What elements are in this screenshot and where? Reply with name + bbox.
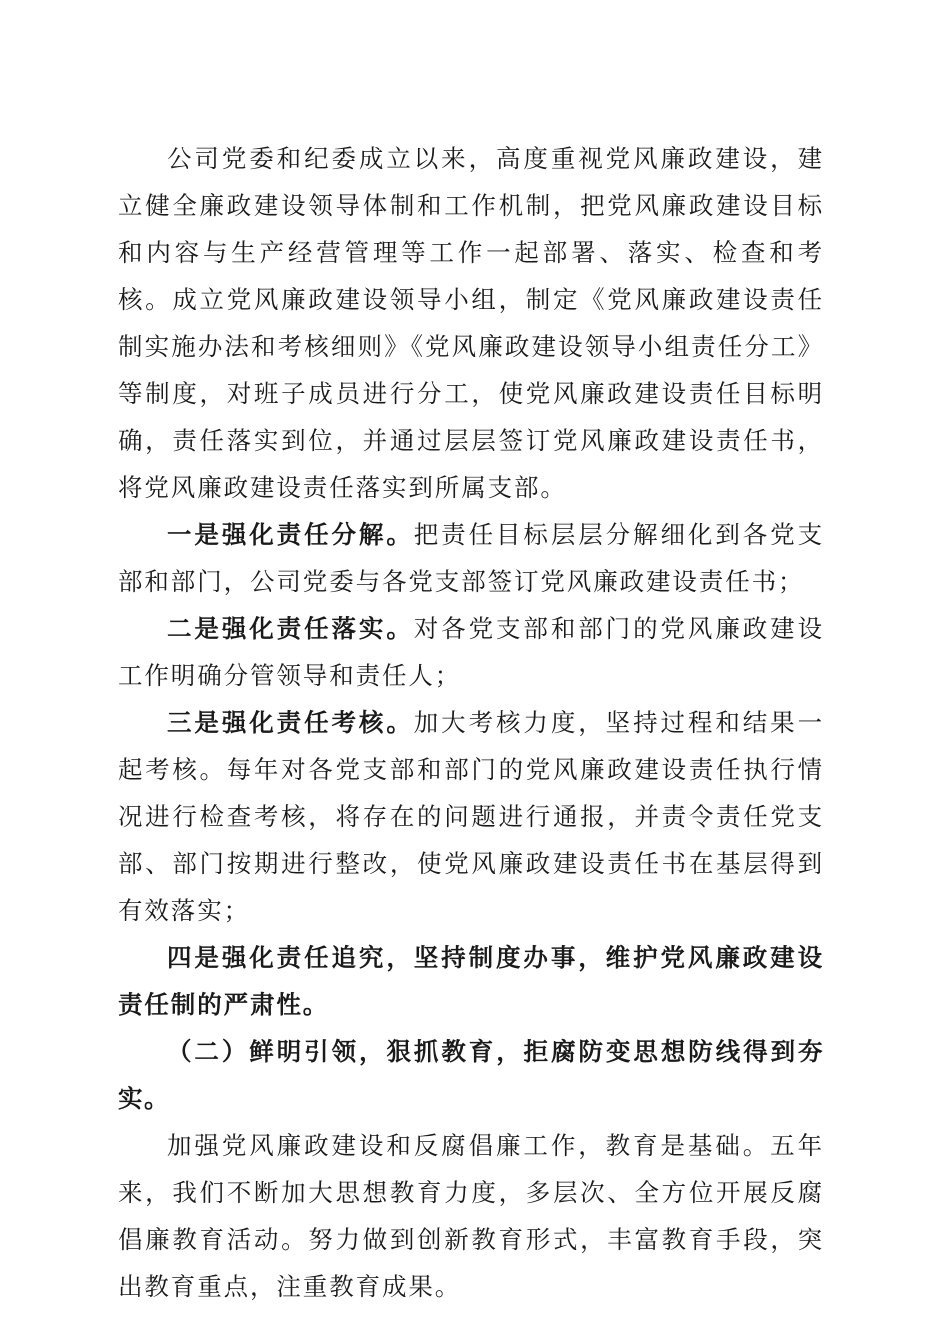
point-two-text: 对各党支部和部门的党风廉政建设工作明确分管领导和责任人； bbox=[118, 614, 825, 690]
intro-paragraph: 公司党委和纪委成立以来，高度重视党风廉政建设，建立健全廉政建设领导体制和工作机制，把党风廉政建设目标和内容与生产经营管理等工作一起部署、落实、检查和考核。成立党风廉政建设领导小组，制定《党风廉政建设责任制实施办法和考核细则》《党风廉政建设领导小组责任分工》等制度，对班子成员进行分工，使党风廉政建设责任目标明确，责任落实到位，并通过层层签订党风廉政建设责任书，将党风廉政建设责任落实到所属支部。 bbox=[118, 144, 824, 502]
point-three-paragraph bbox=[118, 699, 824, 934]
closing-paragraph: 加强党风廉政建设和反腐倡廉工作，教育是基础。五年来，我们不断加大思想教育力度，多层次、全方位开展反腐倡廉教育活动。努力做到创新教育形式，丰富教育手段，突出教育重点，注重教育成果。 bbox=[118, 1131, 824, 1301]
document-body bbox=[118, 135, 824, 1310]
point-two-lead: 二是强化责任落实。 bbox=[167, 614, 414, 643]
point-two-paragraph bbox=[118, 605, 824, 699]
point-four-paragraph bbox=[118, 934, 824, 1028]
point-three-lead: 三是强化责任考核。 bbox=[167, 708, 414, 737]
point-one-paragraph bbox=[118, 511, 824, 605]
section-heading: （二）鲜明引领，狠抓教育，拒腐防变思想防线得到夯实。 bbox=[118, 1037, 824, 1113]
point-one-lead: 一是强化责任分解。 bbox=[167, 520, 414, 549]
point-one-text: 把责任目标层层分解细化到各党支部和部门，公司党委与各党支部签订党风廉政建设责任书； bbox=[118, 520, 825, 596]
point-four-lead: 四是强化责任追究，坚持制度办事，维护党风廉政建设责任制的严肃性。 bbox=[118, 943, 824, 1019]
point-three-text: 加大考核力度，坚持过程和结果一起考核。每年对各党支部和部门的党风廉政建设责任执行情况进行检查考核，将存在的问题进行通报，并责令责任党支部、部门按期进行整改，使党风廉政建设责任书在基层得到有效落实； bbox=[118, 708, 825, 925]
